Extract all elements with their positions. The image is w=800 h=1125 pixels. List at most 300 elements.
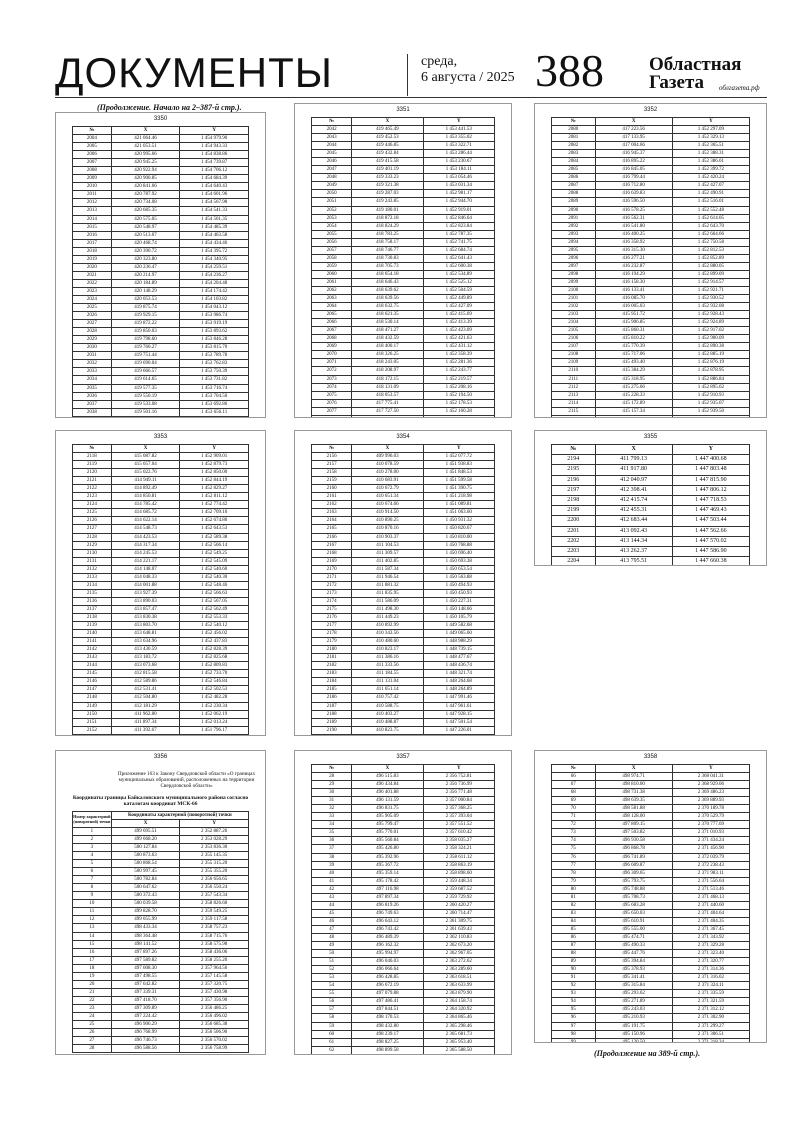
point-number: 2010	[73, 183, 112, 191]
table-row	[73, 827, 249, 835]
coord-y: 1 447 501.54	[423, 718, 494, 726]
coord-x: 411 799.13	[595, 455, 672, 465]
point-number: 2135	[73, 589, 112, 597]
coord-x: 418 208.97	[352, 367, 423, 375]
point-number: 2170	[312, 565, 352, 573]
point-number: 2090	[552, 206, 596, 214]
point-number	[73, 734, 112, 736]
point-number: 6	[73, 868, 112, 876]
coord-y: 2 355 145.35	[180, 852, 249, 860]
coord-y: 1 452 399.72	[672, 166, 749, 174]
table-row	[552, 407, 750, 415]
table-row	[312, 718, 495, 726]
coord-y: 2 359 729.92	[423, 893, 494, 901]
point-number	[552, 415, 596, 418]
coord-y: 1 453 731.82	[180, 376, 249, 384]
point-number: 2121	[73, 477, 112, 485]
table-row	[73, 1037, 249, 1045]
document-panel	[534, 750, 767, 1043]
table-row	[312, 230, 495, 238]
coord-y: 1 451 599.58	[423, 477, 494, 485]
coord-y	[180, 734, 249, 736]
coord-y: 1 452 566.14	[180, 541, 249, 549]
coord-x: 495 650.03	[595, 909, 672, 917]
table-row	[552, 813, 750, 821]
table-row	[312, 541, 495, 549]
header-x: X	[352, 765, 423, 773]
point-number: 2194	[552, 455, 596, 465]
coord-x: 414 245.53	[111, 549, 180, 557]
point-number: 2144	[73, 662, 112, 670]
table-row	[552, 917, 750, 925]
coord-x: 498 974.71	[595, 773, 672, 781]
coord-x: 495 474.71	[595, 933, 672, 941]
coord-y: 1 452 910.93	[672, 391, 749, 399]
coord-y: 1 452 981.17	[423, 190, 494, 198]
point-number: 2071	[312, 359, 352, 367]
coord-x: 420 468.74	[111, 239, 180, 247]
coord-x: 419 243.85	[352, 198, 423, 206]
coord-x: 411 309.57	[352, 549, 423, 557]
coord-x: 411 392.67	[111, 726, 180, 734]
coord-y: 1 452 421.63	[423, 335, 494, 343]
table-row	[312, 734, 495, 736]
point-number: 2026	[73, 312, 112, 320]
coord-x: 414 048.33	[111, 573, 180, 581]
table-row	[312, 781, 495, 789]
table-row	[312, 134, 495, 142]
table-row	[552, 383, 750, 391]
point-number: 72	[552, 821, 596, 829]
coord-y: 1 450 563.88	[423, 573, 494, 581]
coord-x: 497 642.82	[111, 980, 180, 988]
table-row	[552, 853, 750, 861]
coord-y: 2 363 618.51	[423, 974, 494, 982]
point-number: 2055	[312, 230, 352, 238]
coord-x: 412 040.97	[595, 475, 672, 485]
table-row	[552, 475, 750, 485]
coord-x: 411 586.09	[352, 597, 423, 605]
point-number: 9	[73, 892, 112, 900]
point-number: 2059	[312, 262, 352, 270]
coord-y: 2 371 440.60	[672, 901, 749, 909]
coord-x: 496 768.99	[111, 1029, 180, 1037]
point-number: 2203	[552, 547, 596, 557]
coord-x: 411 498.30	[352, 605, 423, 613]
point-number: 50	[312, 950, 352, 958]
point-number: 2123	[73, 493, 112, 501]
table-header-row	[312, 445, 495, 453]
coord-y: 1 452 899.09	[672, 270, 749, 278]
point-number: 11	[73, 908, 112, 916]
panel-number: 3353	[153, 434, 168, 440]
document-panel	[534, 103, 767, 418]
point-number: 2148	[73, 694, 112, 702]
coord-y: 1 454 943.33	[180, 143, 249, 151]
coord-x: 495 683.28	[595, 901, 672, 909]
point-number: 2057	[312, 246, 352, 254]
point-number: 30	[312, 789, 352, 797]
coord-x: 418 432.59	[352, 335, 423, 343]
coord-y: 2 371 316.02	[672, 974, 749, 982]
point-number: 2151	[73, 718, 112, 726]
coord-y: 1 451 796.17	[180, 726, 249, 734]
coord-x: 496 746.73	[111, 1037, 180, 1045]
table-row	[73, 670, 249, 678]
table-row	[552, 206, 750, 214]
coord-x: 500 997.45	[111, 868, 180, 876]
coord-y: 1 452 516.01	[672, 198, 749, 206]
table-row	[312, 166, 495, 174]
point-number: 2169	[312, 557, 352, 565]
coord-x: 418 746.77	[352, 246, 423, 254]
table-row	[312, 1014, 495, 1022]
table-row	[552, 942, 750, 950]
point-number: 2198	[552, 496, 596, 506]
table-row	[312, 933, 495, 941]
point-number: 2176	[312, 613, 352, 621]
point-number: 2044	[312, 142, 352, 150]
table-row	[73, 932, 249, 940]
coord-x: 419 872.22	[111, 320, 180, 328]
coord-x: 495 367.72	[352, 861, 423, 869]
coord-y: 1 448 264.89	[423, 686, 494, 694]
table-row	[73, 581, 249, 589]
coord-x: 498 581.88	[595, 805, 672, 813]
coord-x: 410 823.17	[352, 646, 423, 654]
coord-y: 2 371 367.45	[672, 925, 749, 933]
table-row	[312, 726, 495, 734]
coord-y: 1 454 043.12	[180, 304, 249, 312]
point-number: 2158	[312, 469, 352, 477]
point-number: 2017	[73, 239, 112, 247]
table-row	[552, 1030, 750, 1038]
point-number: 73	[552, 829, 596, 837]
coord-y: 1 454 463.58	[180, 231, 249, 239]
coord-x: 496 428.85	[352, 974, 423, 982]
table-row	[312, 557, 495, 565]
coord-y: 1 454 567.98	[180, 199, 249, 207]
coord-y: 1 447 928.15	[423, 710, 494, 718]
coord-y: 1 451 089.81	[423, 501, 494, 509]
point-number: 2060	[312, 270, 352, 278]
table-row	[552, 547, 750, 557]
point-number: 2199	[552, 506, 596, 516]
coord-y: 1 452 944.70	[423, 198, 494, 206]
coord-x: 495 490.33	[595, 942, 672, 950]
coord-y: 1 453 054.46	[423, 174, 494, 182]
coord-x: 419 180.01	[352, 206, 423, 214]
point-number: 93	[552, 990, 596, 998]
coord-y: 1 453 286.44	[423, 150, 494, 158]
point-number: 28	[73, 1045, 112, 1053]
table-row	[552, 262, 750, 270]
point-number: 83	[552, 909, 596, 917]
coord-x: 495 359.14	[352, 869, 423, 877]
coord-x: 415 087.82	[111, 453, 180, 461]
coord-y: 2 357 393.04	[423, 813, 494, 821]
table-row	[312, 158, 495, 166]
coord-y: 2 371 299.27	[672, 1022, 749, 1030]
coord-x: 420 390.72	[111, 247, 180, 255]
coord-y: 1 450 810.00	[423, 533, 494, 541]
panel-number: 3355	[643, 434, 658, 440]
point-number: 67	[552, 781, 596, 789]
coord-x: 416 578.25	[595, 206, 672, 214]
point-number: 2093	[552, 230, 596, 238]
coord-x: 495 770.01	[352, 829, 423, 837]
coord-y: 1 454 684.39	[180, 175, 249, 183]
coord-x: 415 275.66	[595, 383, 672, 391]
coord-x: 414 423.53	[111, 533, 180, 541]
table-row	[73, 630, 249, 638]
coord-x	[352, 1054, 423, 1055]
coord-x: 416 596.50	[595, 198, 672, 206]
table-row	[73, 533, 249, 541]
section-title: ДОКУМЕНТЫ	[55, 49, 333, 96]
coord-y: 2 371 343.92	[672, 933, 749, 941]
coord-x: 498 810.00	[595, 781, 672, 789]
coord-x: 411 386.16	[352, 654, 423, 662]
point-number: 2178	[312, 630, 352, 638]
point-number: 2086	[552, 174, 596, 182]
coord-x: 415 810.22	[595, 335, 672, 343]
coord-x: 419 533.08	[111, 400, 180, 408]
coord-y: 1 452 423.09	[423, 327, 494, 335]
coord-y: 1 448 321.74	[423, 670, 494, 678]
header-y: Y	[672, 118, 749, 126]
table-row	[312, 391, 495, 399]
coord-y: 1 452 420.24	[672, 174, 749, 182]
coord-y: 1 453 656.11	[180, 408, 249, 416]
coord-x: 413 634.96	[111, 638, 180, 646]
table-row	[312, 549, 495, 557]
table-row	[73, 613, 249, 621]
table-row	[552, 1006, 750, 1014]
coord-x: 419 690.04	[111, 360, 180, 368]
coord-x: 416 562.31	[595, 214, 672, 222]
point-number: 2204	[552, 557, 596, 566]
coord-y: 2 357 430.98	[180, 988, 249, 996]
table-row	[312, 670, 495, 678]
coord-y: 1 454 434.46	[180, 239, 249, 247]
point-number: 2189	[312, 718, 352, 726]
coord-x: 496 741.89	[595, 853, 672, 861]
coord-x: 416 232.87	[595, 262, 672, 270]
header-x: X	[111, 819, 180, 827]
point-number: 2152	[73, 726, 112, 734]
point-number: 2174	[312, 597, 352, 605]
coord-x	[111, 734, 180, 736]
table-row	[552, 557, 750, 566]
coord-y: 1 452 684.74	[423, 246, 494, 254]
coord-y: 1 452 567.05	[180, 597, 249, 605]
table-row	[73, 835, 249, 843]
point-number: 2012	[73, 199, 112, 207]
coord-x: 413 430.59	[111, 646, 180, 654]
coord-y: 1 452 850.00	[180, 469, 249, 477]
table-row	[552, 190, 750, 198]
table-row	[312, 805, 495, 813]
coord-y: 1 452 194.50	[423, 391, 494, 399]
coord-x: 419 415.58	[352, 158, 423, 166]
point-number: 2022	[73, 279, 112, 287]
coord-y: 2 359 117.58	[180, 916, 249, 924]
table-row	[73, 271, 249, 279]
point-number: 68	[552, 789, 596, 797]
table-row	[73, 702, 249, 710]
table-row	[312, 1022, 495, 1030]
point-number: 2105	[552, 327, 596, 335]
coord-x: 414 148.07	[111, 565, 180, 573]
table-row	[73, 605, 249, 613]
coord-x: 495 799.47	[352, 821, 423, 829]
coord-y: 1 452 413.39	[423, 319, 494, 327]
table-row	[73, 287, 249, 295]
coord-y: 1 450 227.31	[423, 597, 494, 605]
point-number: 24	[73, 1012, 112, 1020]
coord-y: 1 450 931.32	[423, 517, 494, 525]
point-number: 66	[552, 773, 596, 781]
point-number: 2188	[312, 710, 352, 718]
coord-y: 1 450 148.66	[423, 605, 494, 613]
table-row	[73, 517, 249, 525]
coord-x	[111, 416, 180, 418]
coord-x: 420 323.80	[111, 255, 180, 263]
table-row	[312, 335, 495, 343]
point-number: 2145	[73, 670, 112, 678]
coord-x: 420 053.53	[111, 295, 180, 303]
point-number: 2127	[73, 525, 112, 533]
table-row	[73, 336, 249, 344]
coord-y: 2 371 324.11	[672, 982, 749, 990]
coord-y: 1 452 525.12	[423, 278, 494, 286]
issue-date-line: 6 августа / 2025	[421, 70, 515, 85]
point-number: 2015	[73, 223, 112, 231]
coord-x: 416 541.80	[595, 222, 672, 230]
coord-x: 411 962.80	[111, 710, 180, 718]
table-row	[312, 686, 495, 694]
point-number: 2068	[312, 335, 352, 343]
coord-y: 1 454 485.39	[180, 223, 249, 231]
coord-y: 2 371 456.90	[672, 845, 749, 853]
table-row	[552, 343, 750, 351]
point-number: 2190	[312, 726, 352, 734]
coord-x: 415 384.29	[595, 367, 672, 375]
point-number: 2137	[73, 605, 112, 613]
coord-y: 1 447 961.61	[423, 702, 494, 710]
point-number: 86	[552, 933, 596, 941]
coord-y: 2 353 836.30	[180, 844, 249, 852]
panel-number: 3350	[153, 116, 168, 122]
issue-date	[421, 54, 515, 86]
coord-y: 1 454 395.72	[180, 247, 249, 255]
coord-y: 1 452 774.42	[180, 501, 249, 509]
point-number: 2004	[73, 135, 112, 143]
table-row	[552, 198, 750, 206]
table-row	[552, 166, 750, 174]
table-row	[552, 327, 750, 335]
coord-y: 2 361 309.75	[423, 917, 494, 925]
coord-x: 498 141.52	[111, 940, 180, 948]
table-row	[552, 536, 750, 546]
coord-y: 1 447 718.53	[672, 496, 749, 506]
table-row	[552, 950, 750, 958]
coord-x: 418 872.18	[352, 214, 423, 222]
coord-x: 500 873.63	[111, 852, 180, 860]
coord-x: 414 785.42	[111, 501, 180, 509]
point-number: 2091	[552, 214, 596, 222]
table-row	[312, 861, 495, 869]
table-row	[73, 191, 249, 199]
coord-y: 1 452 456.02	[180, 630, 249, 638]
table-row	[73, 501, 249, 509]
point-number: 16	[73, 948, 112, 956]
coord-y	[423, 734, 494, 736]
table-row	[73, 199, 249, 207]
point-number: 56	[312, 998, 352, 1006]
point-number: 2066	[312, 319, 352, 327]
coord-x: 410 343.56	[352, 630, 423, 638]
coord-y: 1 452 614.05	[672, 214, 749, 222]
coord-y: 2 360 714.47	[423, 909, 494, 917]
table-row	[73, 1045, 249, 1053]
coord-y: 1 453 716.74	[180, 384, 249, 392]
table-row	[552, 1038, 750, 1043]
coord-x: 411 402.85	[352, 557, 423, 565]
coordinate-table	[311, 444, 495, 736]
coord-y: 2 357 000.84	[423, 797, 494, 805]
point-number: 38	[312, 853, 352, 861]
point-number: 51	[312, 958, 352, 966]
point-number: 82	[552, 901, 596, 909]
point-number: 36	[312, 837, 352, 845]
coord-x: 499 055.99	[111, 916, 180, 924]
point-number: 3	[73, 844, 112, 852]
coord-x: 498 364.48	[111, 932, 180, 940]
point-number: 2043	[312, 134, 352, 142]
coord-x: 419 452.53	[352, 134, 423, 142]
table-row	[73, 461, 249, 469]
point-number: 2009	[73, 175, 112, 183]
coord-x: 500 127.84	[111, 844, 180, 852]
coord-x: 416 799.44	[595, 174, 672, 182]
table-row	[73, 207, 249, 215]
coord-y: 1 452 852.89	[672, 254, 749, 262]
header-x: X	[111, 445, 180, 453]
table-row	[312, 893, 495, 901]
point-number: 2062	[312, 286, 352, 294]
coord-x: 496 434.84	[352, 781, 423, 789]
coord-y: 1 452 828.39	[180, 646, 249, 654]
table-row	[73, 565, 249, 573]
point-number: 2033	[73, 368, 112, 376]
coord-x: 495 905.09	[352, 813, 423, 821]
table-row	[73, 416, 249, 418]
coord-y: 2 356 752.81	[423, 773, 494, 781]
table-row	[73, 135, 249, 143]
coord-x: 495 341.41	[595, 974, 672, 982]
table-row	[312, 885, 495, 893]
point-number: 2131	[73, 557, 112, 565]
coord-x: 419 446.85	[352, 142, 423, 150]
table-row	[73, 279, 249, 287]
coord-y: 1 452 890.38	[672, 343, 749, 351]
coord-x: 412 398.41	[595, 485, 672, 495]
point-number: 2165	[312, 525, 352, 533]
coord-x: 497 809.15	[595, 821, 672, 829]
coord-x: 419 401.19	[352, 166, 423, 174]
